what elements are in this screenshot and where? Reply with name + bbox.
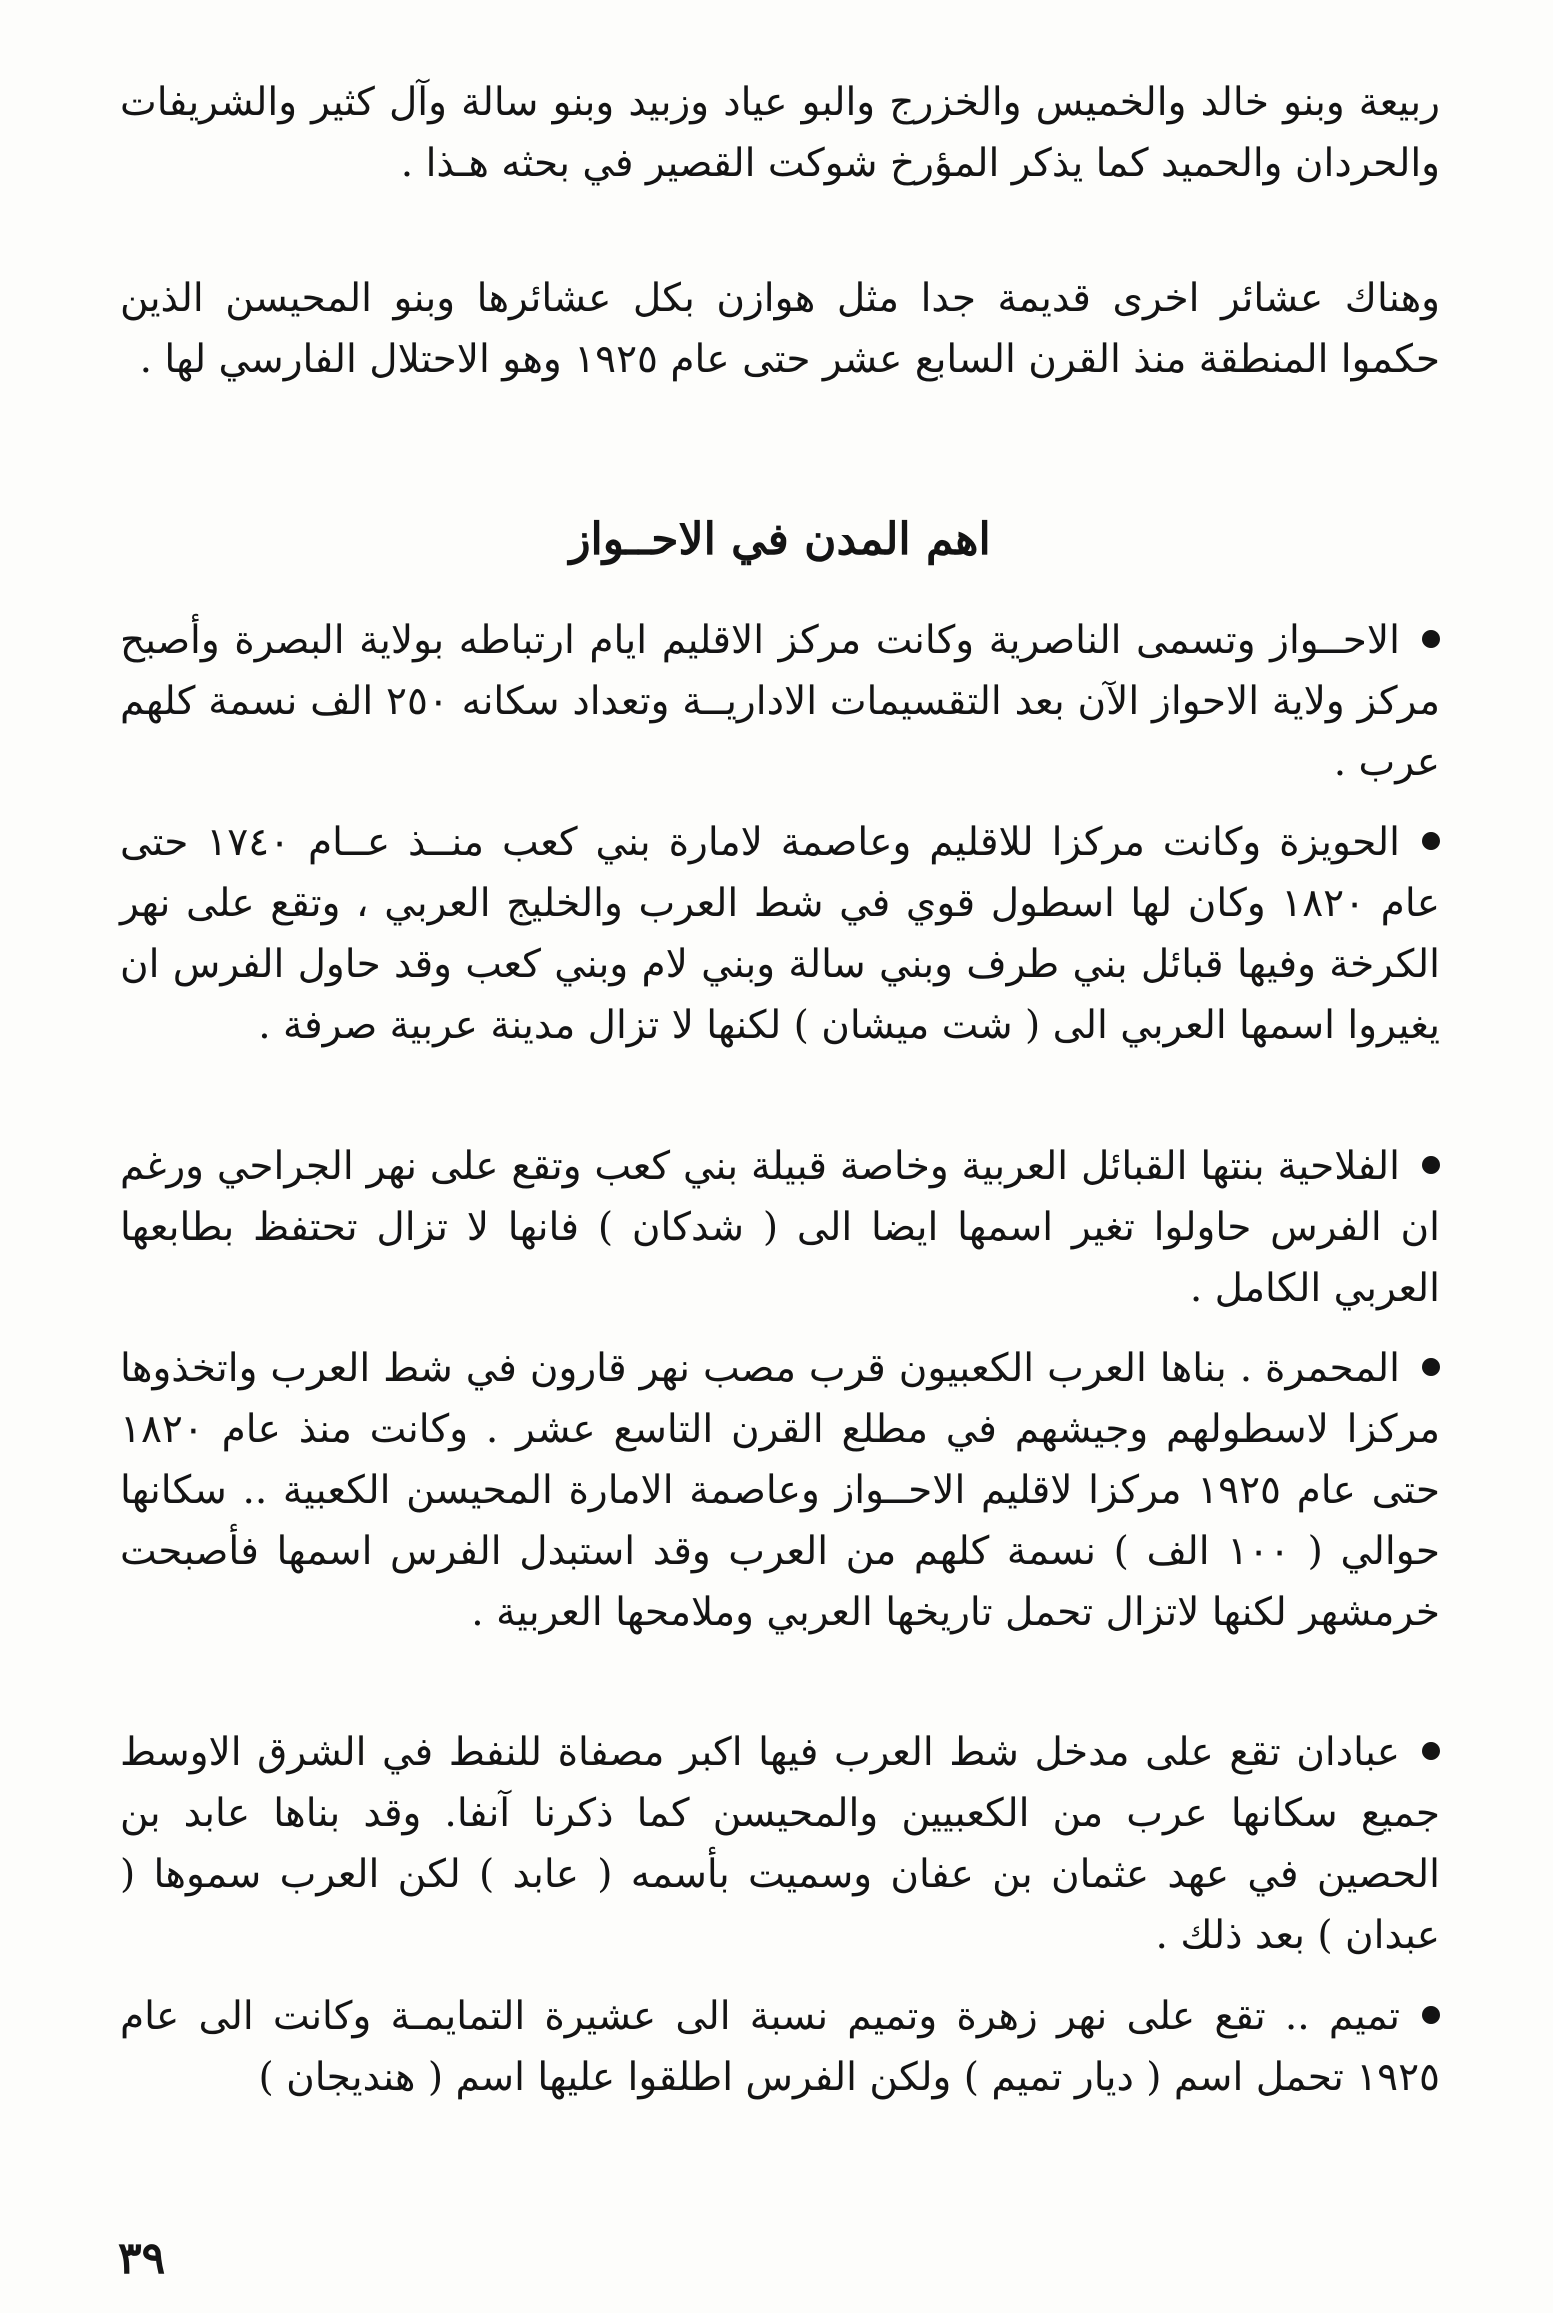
bullet-icon — [1422, 1742, 1440, 1760]
list-item-abadan — [120, 1722, 1440, 1966]
bullet-icon — [1422, 832, 1440, 850]
bullet-icon — [1422, 1156, 1440, 1174]
list-item-text: الاحــواز وتسمى الناصرية وكانت مركز الاقليم ايام ارتباطه بولاية البصرة وأصبح مركز ولاية الاحواز الآن بعد التقسيمات الاداريــة وتعداد سكانه ٢٥٠ الف نسمة كلهم عرب . — [120, 618, 1440, 785]
list-item-text: تميم .. تقع على نهر زهرة وتميم نسبة الى عشيرة التمايمـة وكانت الى عام ١٩٢٥ تحمل اسم ( ديار تميم ) ولكن الفرس اطلقوا عليها اسم ( هنديجان ) — [120, 1994, 1440, 2100]
paragraph-tribes: ربيعة وبنو خالد والخميس والخزرج والبو عياد وزبيد وبنو سالة وآل كثير والشريفات والحردان والحميد كما يذكر المؤرخ شوكت القصير في بحثه هـذا . — [120, 80, 1440, 186]
bullet-icon — [1422, 1358, 1440, 1376]
bullet-icon — [1422, 2006, 1440, 2024]
paragraph-ancient-tribes: وهناك عشائر اخرى قديمة جدا مثل هوازن بكل عشائرها وبنو المحيسن الذين حكموا المنطقة منذ القرن السابع عشر حتى عام ١٩٢٥ وهو الاحتلال الفارسي لها . — [120, 276, 1440, 382]
list-item-muhammara — [120, 1338, 1440, 1643]
list-item-ahwaz — [120, 610, 1440, 793]
list-item-falahiya — [120, 1136, 1440, 1319]
page-number: ٣٩ — [118, 2233, 166, 2284]
list-item-text: الحويزة وكانت مركزا للاقليم وعاصمة لامارة بني كعب منــذ عــام ١٧٤٠ حتى عام ١٨٢٠ وكان لها اسطول قوي في شط العرب والخليج العربي ، وتقع على نهر الكرخة وفيها قبائل بني طرف وبني سالة وبني لام وبني كعب وقد حاول الفرس ان يغيروا اسمها العربي الى ( شت ميشان ) لكنها لا تزال مدينة عربية صرفة . — [120, 820, 1440, 1048]
section-heading: اهم المدن في الاحــواز — [569, 514, 991, 565]
list-item-hoveyzeh — [120, 812, 1440, 1056]
list-item-text: عبادان تقع على مدخل شط العرب فيها اكبر مصفاة للنفط في الشرق الاوسط جميع سكانها عرب من الكعبيين والمحيسن كما ذكرنا آنفا. وقد بناها عابد بن الحصين في عهد عثمان بن عفان وسميت بأسمه ( عابد ) لكن العرب سموها ( عبدان ) بعد ذلك . — [120, 1730, 1440, 1958]
list-item-text: المحمرة . بناها العرب الكعبيون قرب مصب نهر قارون في شط العرب واتخذوها مركزا لاسطولهم وجيشهم في مطلع القرن التاسع عشر . وكانت منذ عام ١٨٢٠ حتى عام ١٩٢٥ مركزا لاقليم الاحــواز وعاصمة الامارة المحيسن الكعبية .. سكانها حوالي ( ١٠٠ الف ) نسمة كلهم من العرب وقد استبدل الفرس اسمها فأصبحت خرمشهر لكنها لاتزال تحمل تاريخها العربي وملامحها العربية . — [120, 1346, 1440, 1635]
bullet-icon — [1422, 630, 1440, 648]
list-item-tamim — [120, 1986, 1440, 2108]
list-item-text: الفلاحية بنتها القبائل العربية وخاصة قبيلة بني كعب وتقع على نهر الجراحي ورغم ان الفرس حاولوا تغير اسمها ايضا الى ( شدكان ) فانها لا تزال تحتفظ بطابعها العربي الكامل . — [120, 1144, 1440, 1311]
